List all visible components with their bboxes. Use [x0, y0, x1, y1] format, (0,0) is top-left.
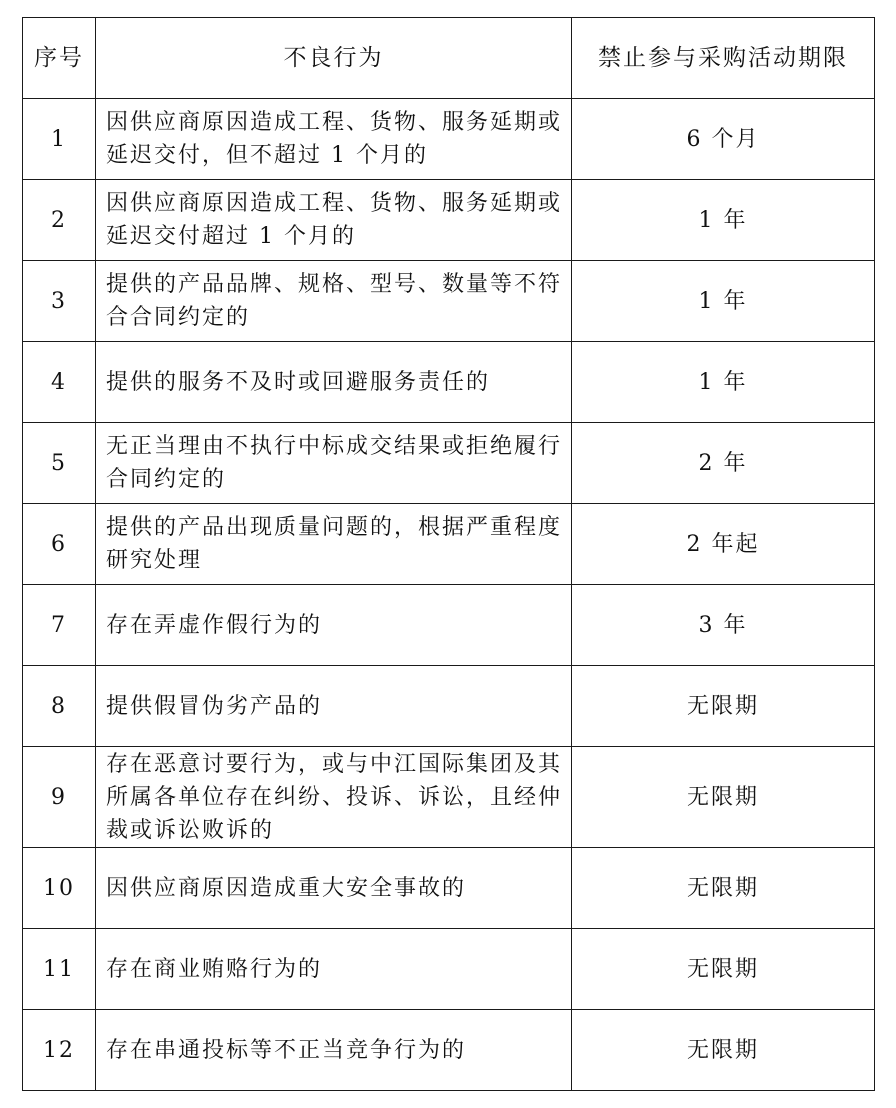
table-row — [23, 99, 875, 180]
row-seq: 5 — [23, 423, 96, 504]
row-behavior: 存在商业贿赂行为的 — [96, 929, 572, 1010]
table-row — [23, 504, 875, 585]
table-row — [23, 1010, 875, 1091]
row-seq: 7 — [23, 585, 96, 666]
row-period: 2 年 — [572, 423, 875, 504]
row-seq: 4 — [23, 342, 96, 423]
row-seq: 9 — [23, 747, 96, 848]
row-behavior: 提供的产品出现质量问题的，根据严重程度研究处理 — [96, 504, 572, 585]
row-period: 无限期 — [572, 747, 875, 848]
row-seq: 6 — [23, 504, 96, 585]
table-row — [23, 747, 875, 848]
table-body — [23, 99, 875, 1091]
table-row — [23, 261, 875, 342]
table-row — [23, 929, 875, 1010]
row-period: 无限期 — [572, 666, 875, 747]
row-seq: 8 — [23, 666, 96, 747]
row-behavior: 存在恶意讨要行为，或与中江国际集团及其所属各单位存在纠纷、投诉、诉讼，且经仲裁或诉讼败诉的 — [96, 747, 572, 848]
table-header-row — [23, 18, 875, 99]
table-row — [23, 666, 875, 747]
row-period: 3 年 — [572, 585, 875, 666]
row-seq: 11 — [23, 929, 96, 1010]
row-behavior: 提供的服务不及时或回避服务责任的 — [96, 342, 572, 423]
row-period: 6 个月 — [572, 99, 875, 180]
row-behavior: 无正当理由不执行中标成交结果或拒绝履行合同约定的 — [96, 423, 572, 504]
row-seq: 3 — [23, 261, 96, 342]
row-behavior: 提供假冒伪劣产品的 — [96, 666, 572, 747]
row-behavior: 存在串通投标等不正当竞争行为的 — [96, 1010, 572, 1091]
table-header — [23, 18, 875, 99]
bad-behavior-table — [22, 17, 875, 1091]
row-seq: 10 — [23, 848, 96, 929]
row-period: 2 年起 — [572, 504, 875, 585]
row-behavior: 存在弄虚作假行为的 — [96, 585, 572, 666]
row-seq: 2 — [23, 180, 96, 261]
header-behavior: 不良行为 — [96, 18, 572, 99]
table-row — [23, 848, 875, 929]
row-seq: 12 — [23, 1010, 96, 1091]
row-behavior: 因供应商原因造成重大安全事故的 — [96, 848, 572, 929]
row-period: 1 年 — [572, 180, 875, 261]
row-behavior: 因供应商原因造成工程、货物、服务延期或延迟交付超过 1 个月的 — [96, 180, 572, 261]
row-behavior: 提供的产品品牌、规格、型号、数量等不符合合同约定的 — [96, 261, 572, 342]
row-period: 1 年 — [572, 342, 875, 423]
row-period: 无限期 — [572, 1010, 875, 1091]
row-period: 1 年 — [572, 261, 875, 342]
header-period: 禁止参与采购活动期限 — [572, 18, 875, 99]
header-seq: 序号 — [23, 18, 96, 99]
row-period: 无限期 — [572, 848, 875, 929]
table-row — [23, 342, 875, 423]
row-behavior: 因供应商原因造成工程、货物、服务延期或延迟交付，但不超过 1 个月的 — [96, 99, 572, 180]
table-row — [23, 423, 875, 504]
row-period: 无限期 — [572, 929, 875, 1010]
table-row — [23, 585, 875, 666]
table-row — [23, 180, 875, 261]
row-seq: 1 — [23, 99, 96, 180]
